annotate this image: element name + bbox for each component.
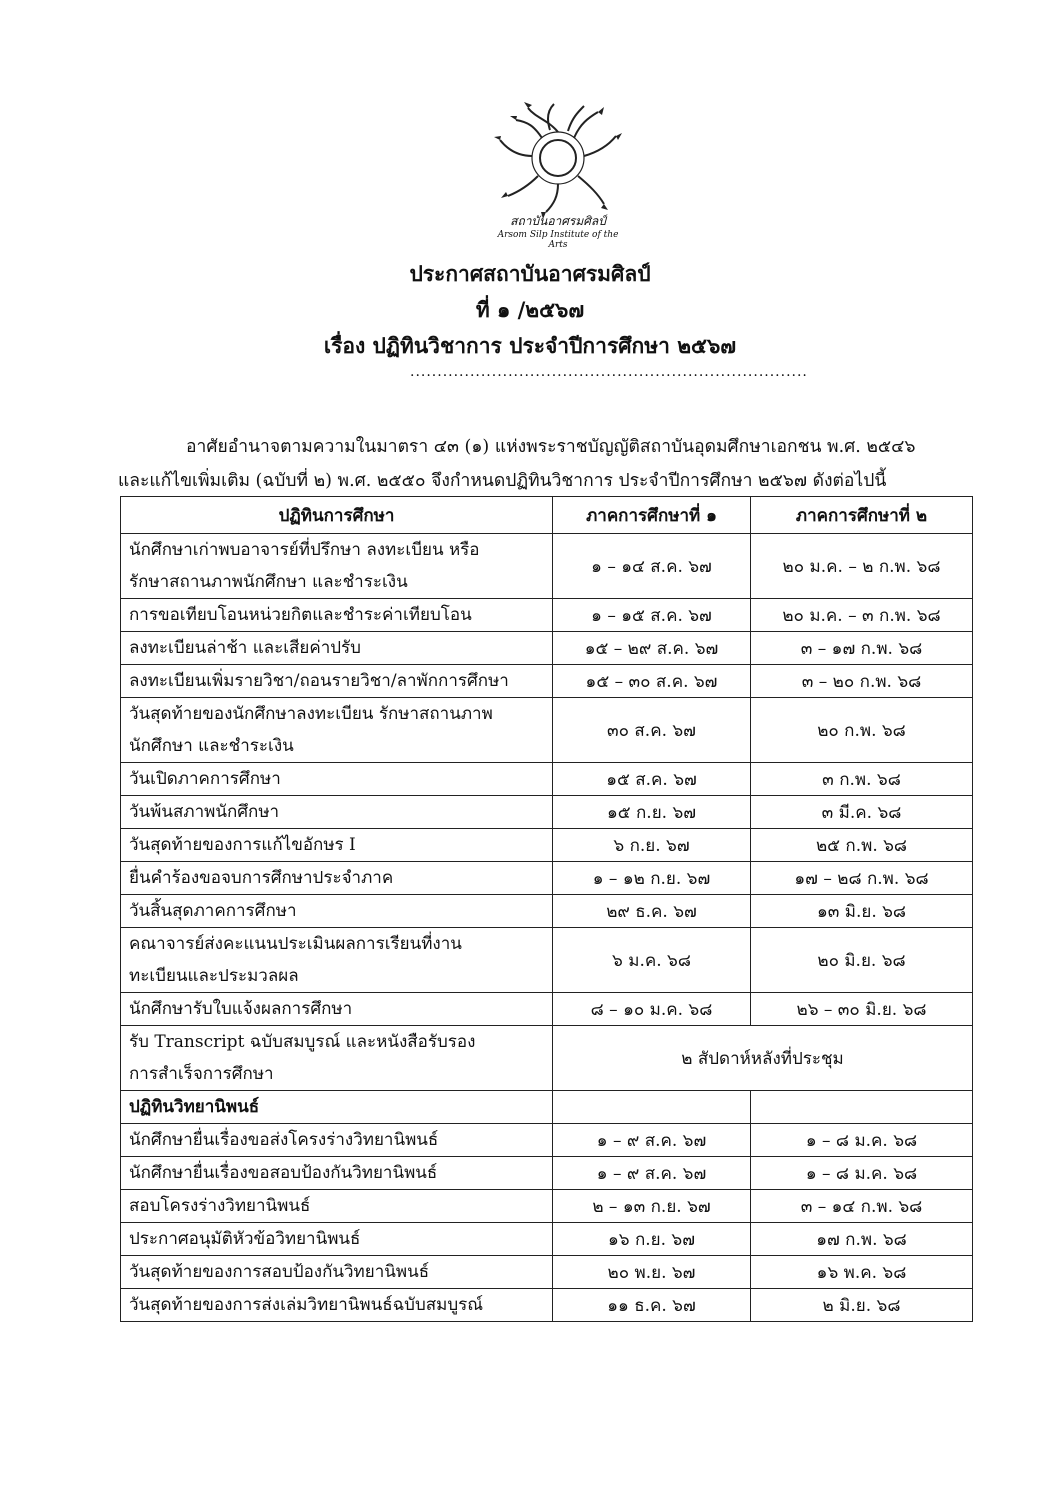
semester-2-date: ๓ ก.พ. ๖๘ <box>751 763 973 796</box>
table-row <box>121 1256 973 1289</box>
logo-english-name: Arsom Silp Institute of the Arts <box>497 230 619 250</box>
semester-2-date: ๓ มี.ค. ๖๘ <box>751 796 973 829</box>
activity-cell <box>121 534 553 599</box>
semester-1-date: ๒๐ พ.ย. ๖๗ <box>553 1256 751 1289</box>
semester-1-date: ๖ ก.ย. ๖๗ <box>553 829 751 862</box>
institute-logo <box>488 100 628 250</box>
activity-line: วันสุดท้ายของการส่งเล่มวิทยานิพนธ์ฉบับสมบูรณ์ <box>129 1295 484 1315</box>
intro-line-1: อาศัยอำนาจตามความในมาตรา ๔๓ (๑) แห่งพระราชบัญญัติสถาบันอุดมศึกษาเอกชน พ.ศ. ๒๕๔๖ <box>186 437 916 457</box>
activity-line: สอบโครงร่างวิทยานิพนธ์ <box>129 1196 311 1216</box>
activity-line: การขอเทียบโอนหน่วยกิตและชำระค่าเทียบโอน <box>129 605 472 625</box>
table-row <box>121 534 973 599</box>
activity-cell <box>121 1124 553 1157</box>
table-row <box>121 1124 973 1157</box>
table-row <box>121 599 973 632</box>
semester-2-date: ๒๐ ม.ค. – ๒ ก.พ. ๖๘ <box>751 534 973 599</box>
activity-line: ประกาศอนุมัติหัวข้อวิทยานิพนธ์ <box>129 1229 361 1249</box>
intro-line-2: และแก้ไขเพิ่มเติม (ฉบับที่ ๒) พ.ศ. ๒๕๕๐ จึงกำหนดปฏิทินวิชาการ ประจำปีการศึกษา ๒๕๖๗ ดังต่อไปนี้ <box>118 471 887 491</box>
semester-1-date: ๖ ม.ค. ๖๘ <box>553 928 751 993</box>
semester-2-date: ๒๐ ก.พ. ๖๘ <box>751 698 973 763</box>
activity-cell <box>121 895 553 928</box>
column-header-activity: ปฏิทินการศึกษา <box>121 497 553 534</box>
activity-line: นักศึกษา และชำระเงิน <box>129 736 294 756</box>
activity-line: นักศึกษายื่นเรื่องขอส่งโครงร่างวิทยานิพนธ์ <box>129 1130 439 1150</box>
table-row <box>121 1223 973 1256</box>
column-header-semester-1: ภาคการศึกษาที่ ๑ <box>553 497 751 534</box>
table-row <box>121 632 973 665</box>
semester-1-date: ๑๕ ก.ย. ๖๗ <box>553 796 751 829</box>
table-row <box>121 993 973 1026</box>
table-row <box>121 763 973 796</box>
sun-flame-emblem-icon <box>488 100 628 225</box>
logo-thai-name: สถาบันอาศรมศิลป์ <box>510 214 606 228</box>
semester-2-date: ๒๕ ก.พ. ๖๘ <box>751 829 973 862</box>
announcement-number: ที่ ๑ /๒๕๖๗ <box>475 297 585 322</box>
activity-cell <box>121 1190 553 1223</box>
activity-cell <box>121 763 553 796</box>
activity-line: คณาจารย์ส่งคะแนนประเมินผลการเรียนที่งาน <box>129 934 462 954</box>
activity-line: นักศึกษายื่นเรื่องขอสอบป้องกันวิทยานิพนธ์ <box>129 1163 438 1183</box>
thesis-section-row <box>121 1091 973 1124</box>
activity-line: นักศึกษาเก่าพบอาจารย์ที่ปรึกษา ลงทะเบียน หรือ <box>129 540 480 560</box>
activity-cell <box>121 1289 553 1322</box>
empty-cell <box>553 1091 751 1124</box>
semester-2-date: ๑๗ – ๒๘ ก.พ. ๖๘ <box>751 862 973 895</box>
semester-2-date: ๓ – ๒๐ ก.พ. ๖๘ <box>751 665 973 698</box>
activity-cell <box>121 1223 553 1256</box>
table-row <box>121 895 973 928</box>
semester-2-date: ๑๓ มิ.ย. ๖๘ <box>751 895 973 928</box>
table-row <box>121 665 973 698</box>
semester-2-date: ๒๐ มิ.ย. ๖๘ <box>751 928 973 993</box>
activity-cell <box>121 796 553 829</box>
activity-cell <box>121 993 553 1026</box>
semester-1-date: ๑ – ๑๔ ส.ค. ๖๗ <box>553 534 751 599</box>
table-row <box>121 1157 973 1190</box>
semester-2-date: ๒๖ – ๓๐ มิ.ย. ๖๘ <box>751 993 973 1026</box>
activity-line: ทะเบียนและประมวลผล <box>129 966 299 986</box>
table-row <box>121 1289 973 1322</box>
semester-1-date: ๑๖ ก.ย. ๖๗ <box>553 1223 751 1256</box>
thesis-section-title: ปฏิทินวิทยานิพนธ์ <box>121 1091 553 1124</box>
semester-1-date: ๑ – ๑๕ ส.ค. ๖๗ <box>553 599 751 632</box>
activity-line: วันเปิดภาคการศึกษา <box>129 769 281 789</box>
activity-cell <box>121 928 553 993</box>
activity-line: วันสิ้นสุดภาคการศึกษา <box>129 901 297 921</box>
activity-line: ลงทะเบียนล่าช้า และเสียค่าปรับ <box>129 638 361 658</box>
activity-line: รักษาสถานภาพนักศึกษา และชำระเงิน <box>129 572 408 592</box>
activity-cell <box>121 1026 553 1091</box>
semester-2-date: ๑๖ พ.ค. ๖๘ <box>751 1256 973 1289</box>
activity-line: วันพ้นสภาพนักศึกษา <box>129 802 280 822</box>
semester-2-date: ๓ – ๑๗ ก.พ. ๖๘ <box>751 632 973 665</box>
merged-date-cell: ๒ สัปดาห์หลังที่ประชุม <box>553 1026 973 1091</box>
semester-1-date: ๑๕ – ๒๙ ส.ค. ๖๗ <box>553 632 751 665</box>
semester-1-date: ๑๑ ธ.ค. ๖๗ <box>553 1289 751 1322</box>
semester-1-date: ๓๐ ส.ค. ๖๗ <box>553 698 751 763</box>
semester-2-date: ๑๗ ก.พ. ๖๘ <box>751 1223 973 1256</box>
activity-line: วันสุดท้ายของการสอบป้องกันวิทยานิพนธ์ <box>129 1262 430 1282</box>
semester-2-date: ๒ มิ.ย. ๖๘ <box>751 1289 973 1322</box>
activity-cell <box>121 599 553 632</box>
semester-1-date: ๒ – ๑๓ ก.ย. ๖๗ <box>553 1190 751 1223</box>
announcement-subject: เรื่อง ปฏิทินวิชาการ ประจำปีการศึกษา ๒๕๖๗ <box>323 333 737 358</box>
semester-1-date: ๑๕ – ๓๐ ส.ค. ๖๗ <box>553 665 751 698</box>
table-row <box>121 928 973 993</box>
activity-cell <box>121 829 553 862</box>
table-row <box>121 1026 973 1091</box>
semester-1-date: ๑ – ๙ ส.ค. ๖๗ <box>553 1124 751 1157</box>
column-header-semester-2: ภาคการศึกษาที่ ๒ <box>751 497 973 534</box>
activity-line: นักศึกษารับใบแจ้งผลการศึกษา <box>129 999 353 1019</box>
activity-cell <box>121 862 553 895</box>
separator-dots: ......................................................................... <box>410 364 808 380</box>
semester-1-date: ๒๙ ธ.ค. ๖๗ <box>553 895 751 928</box>
semester-1-date: ๑ – ๙ ส.ค. ๖๗ <box>553 1157 751 1190</box>
activity-cell <box>121 1256 553 1289</box>
semester-1-date: ๑ – ๑๒ ก.ย. ๖๗ <box>553 862 751 895</box>
activity-line: การสำเร็จการศึกษา <box>129 1064 274 1084</box>
activity-line: ยื่นคำร้องขอจบการศึกษาประจำภาค <box>129 868 394 888</box>
semester-1-date: ๑๕ ส.ค. ๖๗ <box>553 763 751 796</box>
table-header-row <box>121 497 973 534</box>
academic-calendar-table <box>120 496 973 1322</box>
table-row <box>121 796 973 829</box>
empty-cell <box>751 1091 973 1124</box>
activity-cell <box>121 698 553 763</box>
announcement-title: ประกาศสถาบันอาศรมศิลป์ <box>409 261 651 286</box>
activity-cell <box>121 665 553 698</box>
table-row <box>121 829 973 862</box>
activity-line: รับ Transcript ฉบับสมบูรณ์ และหนังสือรับรอง <box>129 1032 476 1052</box>
semester-2-date: ๑ – ๘ ม.ค. ๖๘ <box>751 1157 973 1190</box>
activity-cell <box>121 632 553 665</box>
activity-line: ลงทะเบียนเพิ่มรายวิชา/ถอนรายวิชา/ลาพักการศึกษา <box>129 671 509 691</box>
activity-line: วันสุดท้ายของการแก้ไขอักษร I <box>129 835 356 855</box>
semester-2-date: ๒๐ ม.ค. – ๓ ก.พ. ๖๘ <box>751 599 973 632</box>
table-row <box>121 1190 973 1223</box>
activity-cell <box>121 1157 553 1190</box>
table-row <box>121 698 973 763</box>
activity-line: วันสุดท้ายของนักศึกษาลงทะเบียน รักษาสถานภาพ <box>129 704 493 724</box>
table-row <box>121 862 973 895</box>
semester-2-date: ๑ – ๘ ม.ค. ๖๘ <box>751 1124 973 1157</box>
semester-1-date: ๘ – ๑๐ ม.ค. ๖๘ <box>553 993 751 1026</box>
semester-2-date: ๓ – ๑๔ ก.พ. ๖๘ <box>751 1190 973 1223</box>
